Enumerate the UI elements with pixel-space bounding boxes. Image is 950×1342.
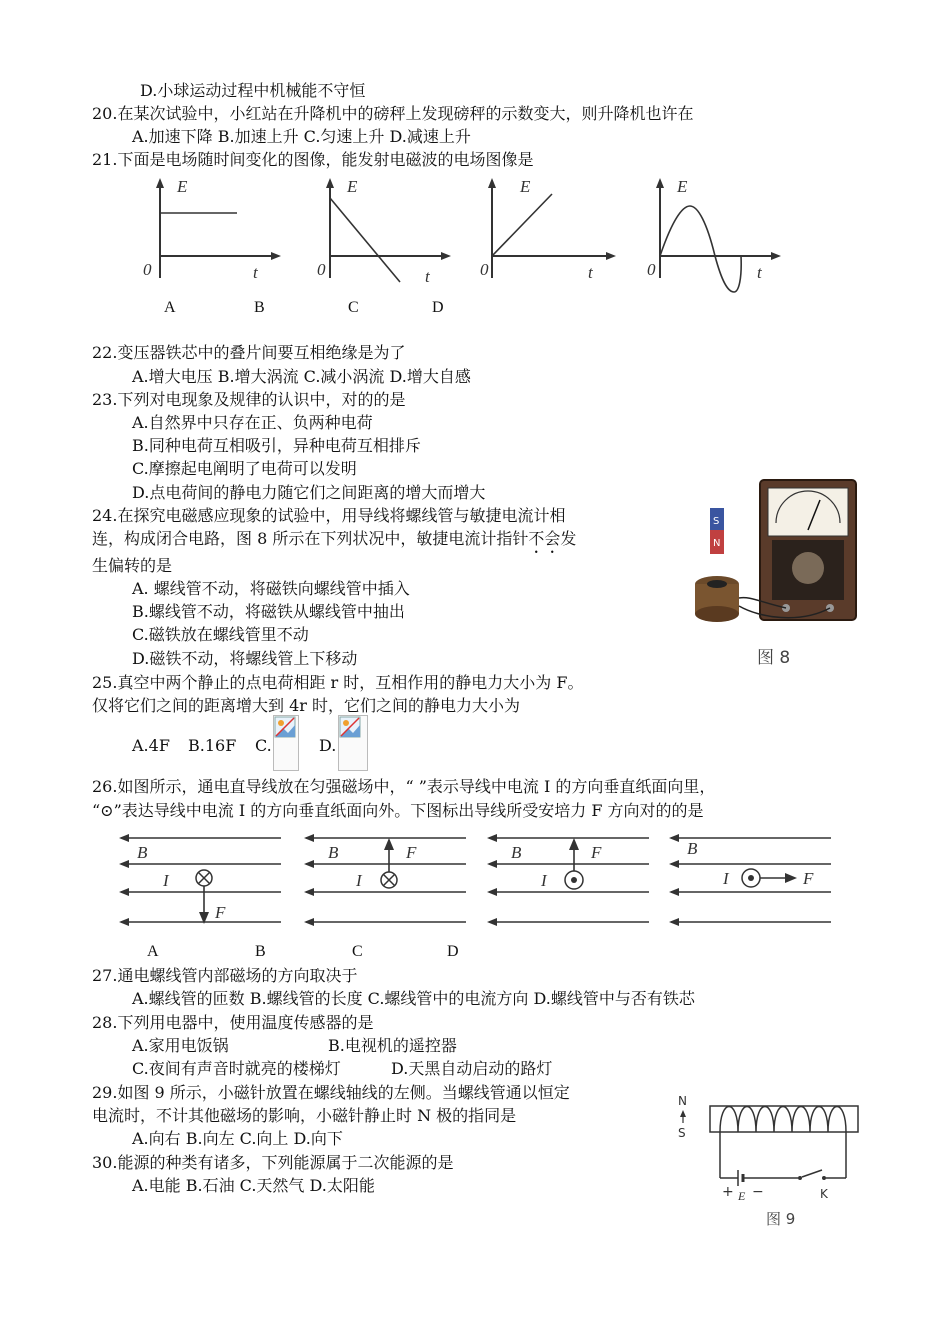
q21-graph-a <box>135 178 285 288</box>
q26-b-i-label: I <box>356 871 362 890</box>
q21-a-origin: 0 <box>143 260 152 279</box>
q19-option-d: D.小球运动过程中机械能不守恒 <box>140 81 366 100</box>
q26-c-f-label: F <box>591 843 602 862</box>
q24-stem-line2-c: 发 <box>560 529 577 548</box>
q28-option-b: B.电视机的遥控器 <box>328 1036 457 1055</box>
figure-9-solenoid-circuit <box>672 1090 872 1210</box>
q21-d-origin: 0 <box>647 260 656 279</box>
fig8-magnet-s: S <box>713 516 720 527</box>
q26-d-f-label: F <box>803 869 814 888</box>
q23-option-a: A.自然界中只存在正、负两种电荷 <box>132 413 373 432</box>
q22-options: A.增大电压 B.增大涡流 C.减小涡流 D.增大自感 <box>132 367 471 386</box>
q30-stem: 30.能源的种类有诸多，下列能源属于二次能源的是 <box>92 1153 454 1172</box>
fig9-k-label: K <box>820 1187 828 1201</box>
broken-image-icon <box>339 716 363 740</box>
q26-c-i-label: I <box>541 871 547 890</box>
q21-a-e-label: E <box>177 177 188 196</box>
q25-stem-line2: 仅将它们之间的距离增大到 4r 时，它们之间的静电力大小为 <box>92 696 521 715</box>
q25-option-a: A.4F <box>132 736 170 755</box>
q24-stem-line3: 生偏转的是 <box>92 556 173 575</box>
compass-needle-icon <box>680 1110 686 1117</box>
q26-b-f-label: F <box>406 843 417 862</box>
q21-choice-a: A <box>164 299 176 316</box>
q21-d-e-label: E <box>677 177 688 196</box>
q25-stem-line1: 25.真空中两个静止的点电荷相距 r 时，互相作用的静电力大小为 F。 <box>92 673 584 692</box>
q26-c-b-label: B <box>511 843 522 862</box>
q29-options: A.向右 B.向左 C.向上 D.向下 <box>132 1129 343 1148</box>
q29-stem-line2: 电流时，不计其他磁场的影响，小磁针静止时 N 极的指同是 <box>92 1106 517 1125</box>
q22-stem: 22.变压器铁芯中的叠片间要互相绝缘是为了 <box>92 343 406 362</box>
q26-figure-c <box>483 828 653 933</box>
q24-option-a: A. 螺线管不动，将磁铁向螺线管中插入 <box>132 579 410 598</box>
q29-stem-line1: 29.如图 9 所示，小磁针放置在螺线轴线的左侧。当螺线管通以恒定 <box>92 1083 570 1102</box>
broken-image-icon <box>274 716 298 740</box>
q21-b-origin: 0 <box>317 260 326 279</box>
q23-option-b: B.同种电荷互相吸引，异种电荷互相排斥 <box>132 436 421 455</box>
q24-emphasis-not: 不会 <box>528 529 561 548</box>
q26-figure-d <box>665 828 835 933</box>
q21-b-t-label: t <box>425 267 430 286</box>
fig9-minus-label: − <box>752 1184 764 1200</box>
figure-8-galvanometer <box>690 478 860 628</box>
q23-option-d: D.点电荷间的静电力随它们之间距离的增大而增大 <box>132 483 486 502</box>
q25-option-c: C. <box>255 736 272 755</box>
q26-figure-a <box>115 828 285 933</box>
q21-graph-b <box>305 178 455 288</box>
q24-option-b: B.螺线管不动，将磁铁从螺线管中抽出 <box>132 602 405 621</box>
q26-a-i-label: I <box>163 871 169 890</box>
q26-d-i-label: I <box>723 869 729 888</box>
q26-choice-c: C <box>352 943 363 960</box>
q24-option-d: D.磁铁不动，将螺线管上下移动 <box>132 649 358 668</box>
q21-c-origin: 0 <box>480 260 489 279</box>
q25-option-d-image-placeholder <box>338 715 368 771</box>
q28-option-a: A.家用电饭锅 <box>132 1036 229 1055</box>
q27-stem: 27.通电螺线管内部磁场的方向取决于 <box>92 966 358 985</box>
fig9-e-label: E <box>738 1189 746 1203</box>
q21-choice-c: C <box>348 299 359 316</box>
q26-b-b-label: B <box>328 843 339 862</box>
q28-option-d: D.天黑自动启动的路灯 <box>391 1059 553 1078</box>
fig9-plus-label: + <box>722 1184 734 1200</box>
q21-choice-b: B <box>254 299 265 316</box>
figure-8-label: 图 8 <box>757 648 791 668</box>
q25-option-c-image-placeholder <box>273 715 299 771</box>
q28-stem: 28.下列用电器中，使用温度传感器的是 <box>92 1013 374 1032</box>
fig8-magnet-n: N <box>713 538 721 549</box>
q21-choice-d: D <box>432 299 444 316</box>
q24-option-c: C.磁铁放在螺线管里不动 <box>132 625 309 644</box>
q23-stem: 23.下列对电现象及规律的认识中，对的的是 <box>92 390 406 409</box>
q26-choice-d: D <box>447 943 459 960</box>
q24-stem-line2-a: 连，构成闭合电路，图 8 所示在下列状况中，敏捷电流计指针 <box>92 529 529 548</box>
q20-stem: 20.在某次试验中，小红站在升降机中的磅秤上发现磅秤的示数变大，则升降机也许在 <box>92 104 694 123</box>
q25-option-d: D. <box>319 736 337 755</box>
q21-graph-d <box>635 178 785 288</box>
q20-options: A.加速下降 B.加速上升 C.匀速上升 D.减速上升 <box>132 127 471 146</box>
q26-choice-b: B <box>255 943 266 960</box>
figure-9-label: 图 9 <box>766 1210 796 1228</box>
q28-option-c: C.夜间有声音时就亮的楼梯灯 <box>132 1059 341 1078</box>
q27-options: A.螺线管的匝数 B.螺线管的长度 C.螺线管中的电流方向 D.螺线管中与否有铁芯 <box>132 989 695 1008</box>
q24-stem-line1: 24.在探究电磁感应现象的试验中，用导线将螺线管与敏捷电流计相 <box>92 506 566 525</box>
q26-d-b-label: B <box>687 839 698 858</box>
q26-stem-line1: 26.如图所示，通电直导线放在匀强磁场中，“ ”表示导线中电流 I 的方向垂直纸面向里， <box>92 777 716 796</box>
fig9-n-label: N <box>678 1094 687 1108</box>
q26-figure-b <box>300 828 470 933</box>
q21-stem: 21.下面是电场随时间变化的图像，能发射电磁波的电场图像是 <box>92 150 534 169</box>
q26-a-f-label: F <box>215 903 226 922</box>
fig9-s-label: S <box>678 1126 686 1140</box>
q26-choice-a: A <box>147 943 159 960</box>
q21-d-t-label: t <box>757 263 762 282</box>
q21-graph-c <box>470 178 620 288</box>
q21-c-e-label: E <box>520 177 531 196</box>
q26-a-b-label: B <box>137 843 148 862</box>
q23-option-c: C.摩擦起电阐明了电荷可以发明 <box>132 459 357 478</box>
q30-options: A.电能 B.石油 C.天然气 D.太阳能 <box>132 1176 375 1195</box>
q26-stem-line2: “⊙”表达导线中电流 I 的方向垂直纸面向外。下图标出导线所受安培力 F 方向对的的是 <box>92 801 704 820</box>
q24-stem-line2 <box>92 528 576 557</box>
q21-a-t-label: t <box>253 263 258 282</box>
q21-c-t-label: t <box>588 263 593 282</box>
q25-option-b: B.16F <box>188 736 237 755</box>
q21-b-e-label: E <box>347 177 358 196</box>
